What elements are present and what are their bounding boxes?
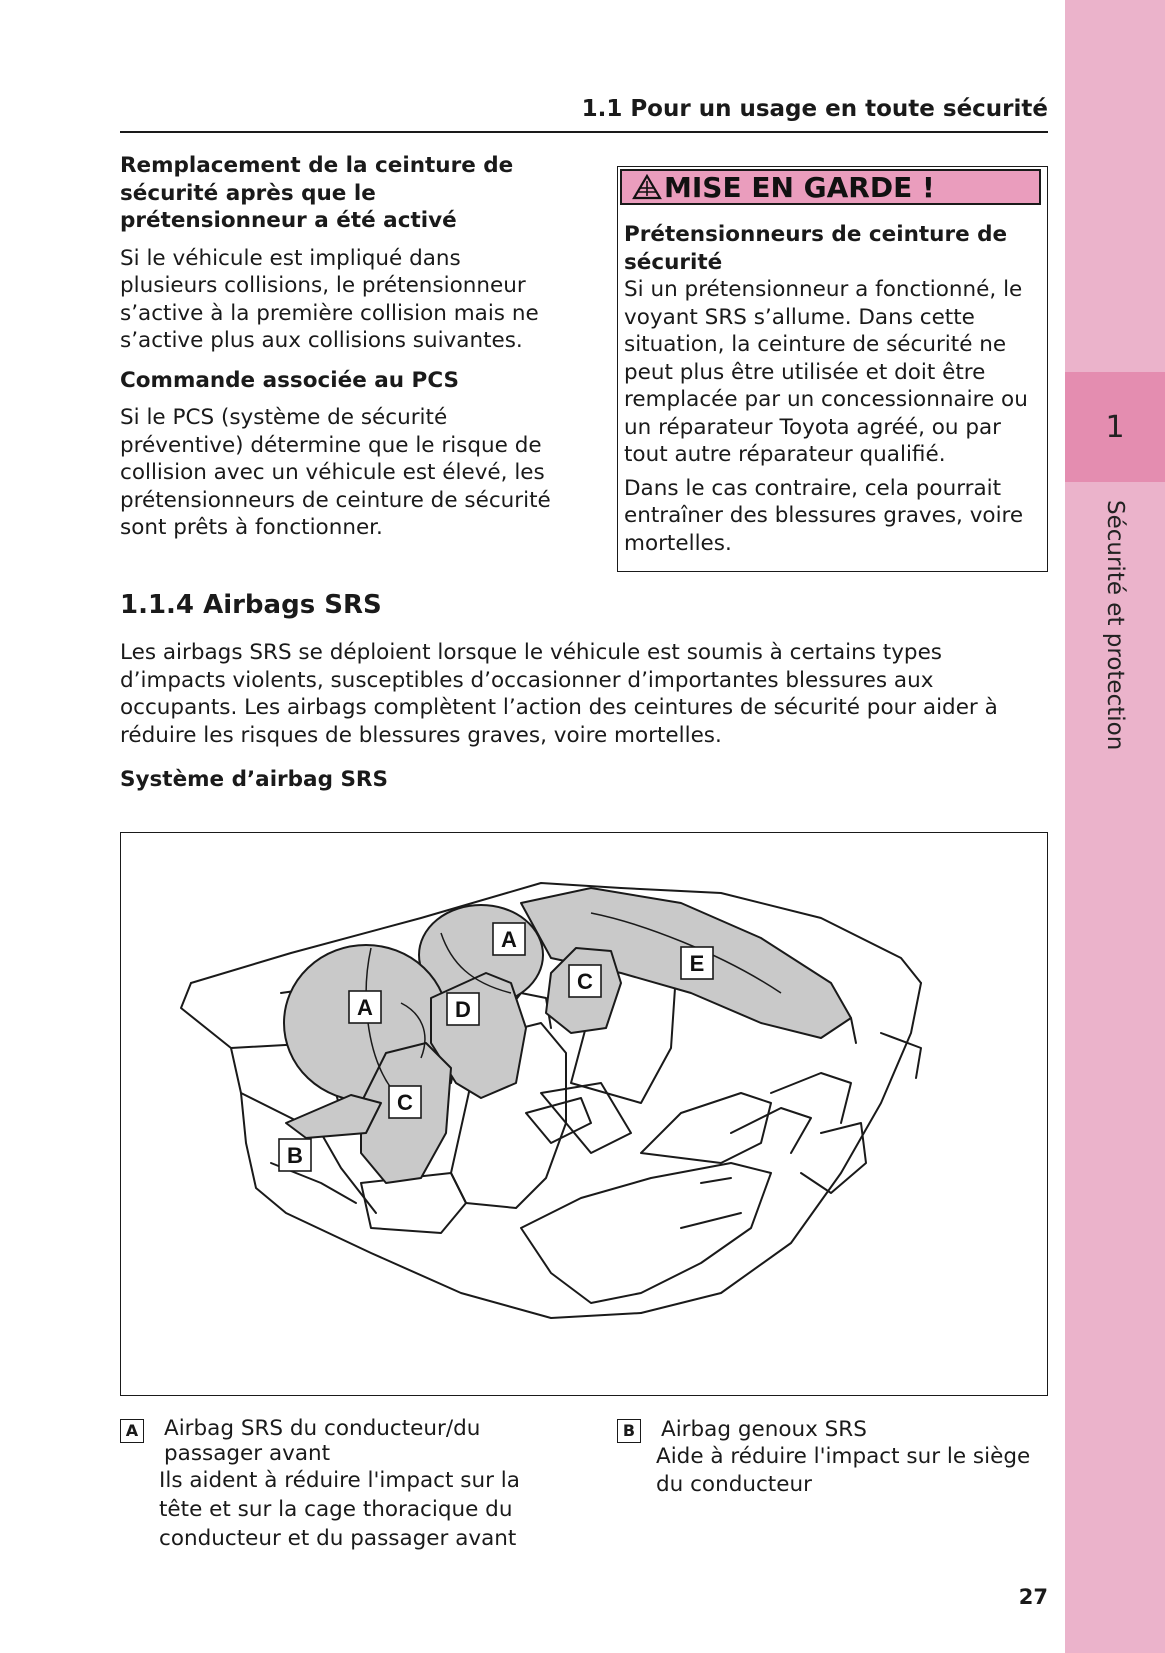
warning-title-bar [620, 169, 1041, 205]
legend-key-a: A [120, 1419, 144, 1443]
warning-para1: Si un prétensionneur a fonctionné, le voyant SRS s’allume. Dans cette situation, la ceinture de sécurité ne peut plus être utilisée et doit être remplacée par un concessionnaire ou un réparateur Toyota agréé, ou par tout autre réparateur qualifié. [624, 277, 1028, 467]
airbag-figure [120, 832, 1048, 1396]
figure-label-text: B [287, 1143, 303, 1168]
figure-label-text: E [689, 951, 705, 976]
para-pcs: Si le PCS (système de sécurité préventive) détermine que le risque de collision avec un véhicule est élevé, les prétensionneurs de ceinture de sécurité sont prêts à fonctionner. [120, 405, 551, 540]
running-header: 1.1 Pour un usage en toute sécurité [581, 96, 1048, 122]
figure-label-c-rear [569, 965, 601, 997]
figure-label-d [447, 993, 479, 1025]
warning-title: MISE EN GARDE ! [664, 170, 935, 204]
figure-label-text: A [357, 995, 373, 1020]
page-number: 27 [1018, 1585, 1048, 1609]
chapter-title: Sécurité et protection [1102, 500, 1128, 751]
subsection-title: Système d’airbag SRS [120, 767, 388, 792]
figure-label-text: D [455, 997, 471, 1022]
section-title: 1.1.4 Airbags SRS [120, 590, 382, 620]
legend-desc-a: Ils aident à réduire l'impact sur la tête et sur la cage thoracique du conducteur et du passager avant [159, 1468, 520, 1551]
legend-item-a [120, 1416, 560, 1556]
warning-para2: Dans le cas contraire, cela pourrait entraîner des blessures graves, voire mortelles. [624, 475, 1024, 556]
heading-pcs: Commande associée au PCS [120, 367, 459, 393]
warning-triangle-icon [632, 174, 662, 200]
figure-label-a-passenger [493, 923, 525, 955]
chapter-tab[interactable] [1065, 372, 1165, 482]
car-interior-illustration [121, 833, 1046, 1394]
figure-label-c-front [389, 1086, 421, 1118]
warning-body [624, 221, 1039, 563]
warning-box [617, 166, 1048, 572]
chapter-number: 1 [1105, 409, 1125, 445]
legend-desc-b: Aide à réduire l'impact sur le siège du conducteur [656, 1444, 1031, 1497]
legend-item-b [617, 1416, 1047, 1506]
legend-title-b: Airbag genoux SRS [661, 1417, 867, 1442]
legend-key-b: B [617, 1419, 641, 1443]
heading-belt-replacement: Remplacement de la ceinture de sécurité après que le prétensionneur a été activé [120, 153, 514, 233]
section-intro: Les airbags SRS se déploient lorsque le véhicule est soumis à certains types d’impacts violents, susceptibles d’occasionner d’importantes blessures aux occupants. Les airbags complètent l’action des ceintures de sécurité pour aider à réduire les risques de blessures graves, voire mortelles. [120, 640, 998, 748]
figure-label-text: C [577, 969, 593, 994]
chapter-title-vertical [1065, 500, 1165, 760]
warning-heading: Prétensionneurs de ceinture de sécurité [624, 222, 1008, 275]
figure-label-b [279, 1139, 311, 1171]
legend-title-a: Airbag SRS du conducteur/du passager avant [164, 1416, 481, 1466]
figure-label-text: C [397, 1090, 413, 1115]
figure-label-e [681, 947, 713, 979]
left-column [120, 152, 560, 554]
chapter-sidebar [1065, 0, 1165, 1653]
para-belt-replacement: Si le véhicule est impliqué dans plusieurs collisions, le prétensionneur s’active à la première collision mais ne s’active plus aux collisions suivantes. [120, 245, 539, 353]
figure-label-a-driver [349, 991, 381, 1023]
figure-label-text: A [501, 927, 517, 952]
header-divider [120, 131, 1048, 133]
